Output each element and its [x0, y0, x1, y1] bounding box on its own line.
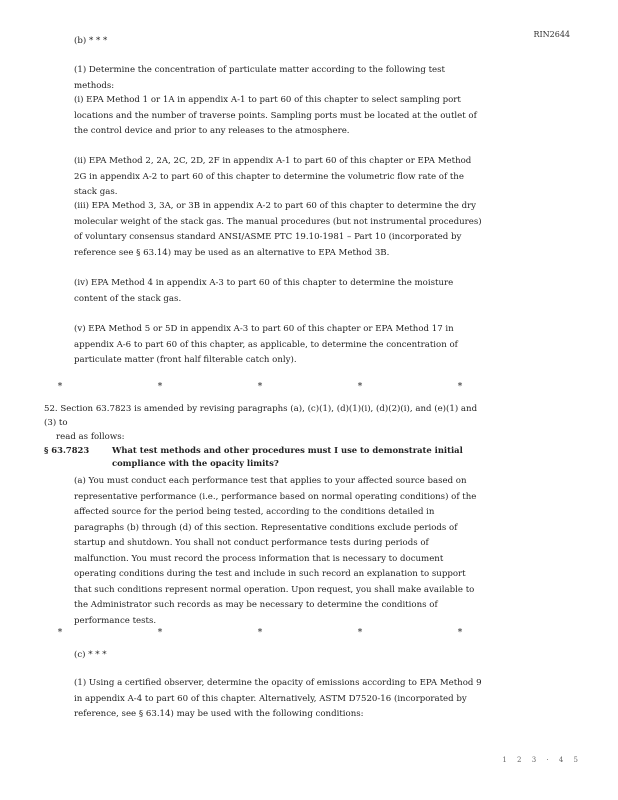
paragraph-i: (i) EPA Method 1 or 1A in appendix A-1 to part 60 of this chapter to select sampling port locations and the number of traverse points. Sampling ports must be located at the outlet of the control device and prior to any releases to the atmosphere.	[74, 95, 477, 136]
document-code: RIN2644	[533, 30, 570, 39]
star-mark: *	[57, 628, 63, 638]
paragraph-1: (1) Determine the concentration of particulate matter according to the following test methods:	[74, 65, 445, 91]
section-title: What test methods and other procedures must I use to demonstrate initial compliance with the opacity limits?	[112, 445, 463, 468]
star-mark: *	[157, 382, 163, 392]
star-mark: *	[257, 628, 263, 638]
star-mark: *	[457, 382, 463, 392]
star-mark: *	[157, 628, 163, 638]
section-number: § 63.7823	[44, 445, 90, 455]
star-mark: *	[57, 382, 63, 392]
section-heading	[44, 444, 494, 470]
amendatory-instruction	[44, 402, 484, 444]
ellipsis-stars-row-2	[50, 628, 470, 638]
star-mark: *	[357, 382, 363, 392]
amendatory-line-1: 52. Section 63.7823 is amended by revising paragraphs (a), (c)(1), (d)(1)(i), (d)(2)(i), and (e)(1) and (3) to	[44, 404, 478, 428]
paragraph-v: (v) EPA Method 5 or 5D in appendix A-3 to part 60 of this chapter or EPA Method 17 in appendix A-6 to part 60 of this chapter, as applicable, to determine the concentration of particulate matter (front half filterable catch only).	[74, 324, 458, 365]
paragraph-ii: (ii) EPA Method 2, 2A, 2C, 2D, 2F in appendix A-1 to part 60 of this chapter or EPA Method 2G in appendix A-2 to part 60 of this chapter to determine the volumetric flow rate of the stack gas.	[74, 156, 472, 197]
star-mark: *	[257, 382, 263, 392]
paragraph-a: (a) You must conduct each performance test that applies to your affected source based on representative performance (i.e., performance based on normal operating conditions) of the affected source for the period being tested, according to the conditions detailed in paragraphs (b) through (d) of this section. Representative conditions exclude periods of startup and shutdown. You shall not conduct performance tests during periods of malfunction. You must record the process information that is necessary to document operating conditions during the test and include in such record an explanation to support that such conditions represent normal operation. Upon request, you shall make available to the Administrator such records as may be necessary to determine the conditions of performance tests.	[74, 476, 477, 626]
paragraph-c-intro: (c) * * *	[74, 650, 107, 660]
paragraph-b-intro: (b) * * *	[74, 36, 108, 46]
paragraph-iii: (iii) EPA Method 3, 3A, or 3B in appendix A-2 to part 60 of this chapter to determine the dry molecular weight of the stack gas. The manual procedures (but not instrumental procedures) of voluntary consensus standard ANSI/ASME PTC 19.10-1981 – Part 10 (incorporated by reference see § 63.14) may be used as an alternative to EPA Method 3B.	[74, 201, 482, 258]
page-number: 1 2 3 · 4 5	[502, 756, 582, 764]
paragraph-c1: (1) Using a certified observer, determine the opacity of emissions according to EPA Method 9 in appendix A-4 to part 60 of this chapter. Alternatively, ASTM D7520-16 (incorporated by reference, see § 63.14) may be used with the following conditions:	[74, 678, 482, 719]
star-mark: *	[357, 628, 363, 638]
star-mark: *	[457, 628, 463, 638]
paragraph-iv: (iv) EPA Method 4 in appendix A-3 to part 60 of this chapter to determine the moisture content of the stack gas.	[74, 278, 454, 304]
amendatory-line-2: read as follows:	[56, 432, 125, 442]
ellipsis-stars-row-1	[50, 382, 470, 392]
